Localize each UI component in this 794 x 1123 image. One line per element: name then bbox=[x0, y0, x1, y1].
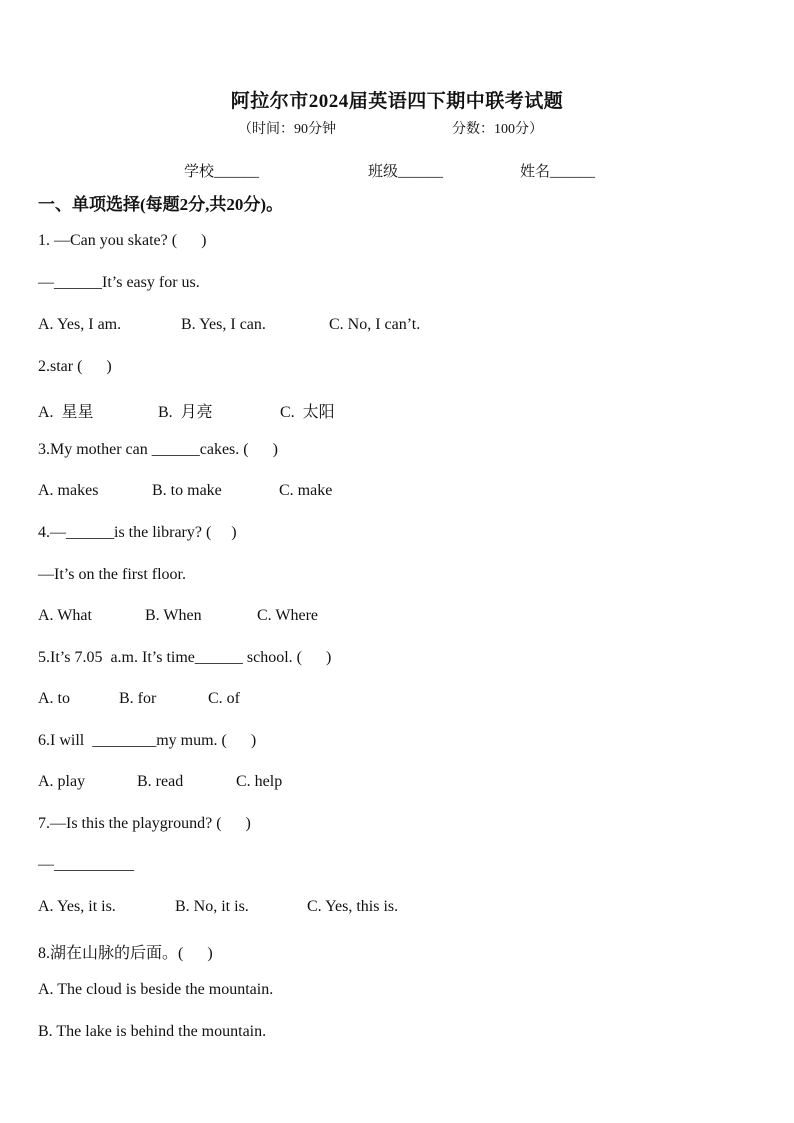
option-c: C. 太阳 bbox=[280, 404, 335, 421]
option-b: B. No, it is. bbox=[175, 898, 249, 915]
option-a: A. Yes, it is. bbox=[38, 898, 116, 915]
school-field: 学校______ bbox=[184, 164, 260, 180]
question-1-response: —______It’s easy for us. bbox=[38, 274, 200, 291]
question-7-response: —__________ bbox=[38, 856, 134, 873]
option-a: A. to bbox=[38, 690, 70, 707]
question-3-stem: 3.My mother can ______cakes. ( ) bbox=[38, 441, 278, 458]
option-a: A. 星星 bbox=[38, 404, 94, 421]
question-8-option-a: A. The cloud is beside the mountain. bbox=[38, 981, 274, 998]
exam-title: 阿拉尔市2024届英语四下期中联考试题 bbox=[230, 91, 564, 112]
option-b: B. When bbox=[145, 607, 202, 624]
option-c: C. make bbox=[279, 482, 333, 499]
option-a: A. Yes, I am. bbox=[38, 316, 122, 333]
section-heading: 一、单项选择(每题2分,共20分)。 bbox=[38, 195, 284, 214]
question-2-stem: 2.star ( ) bbox=[38, 358, 112, 375]
option-c: C. No, I can’t. bbox=[329, 316, 421, 333]
option-c: C. help bbox=[236, 773, 283, 790]
question-4-stem: 4.—______is the library? ( ) bbox=[38, 524, 237, 541]
question-4-response: —It’s on the first floor. bbox=[38, 566, 186, 583]
question-8-option-b: B. The lake is behind the mountain. bbox=[38, 1023, 267, 1040]
option-b: B. for bbox=[119, 690, 157, 707]
option-b: B. Yes, I can. bbox=[181, 316, 266, 333]
exam-time: （时间：90分钟 bbox=[238, 122, 336, 137]
question-1-stem: 1. —Can you skate? ( ) bbox=[38, 232, 207, 249]
option-a: A. play bbox=[38, 773, 86, 790]
option-b: B. read bbox=[137, 773, 184, 790]
option-a: A. makes bbox=[38, 482, 99, 499]
option-c: C. of bbox=[208, 690, 240, 707]
exam-score: 分数：100分） bbox=[452, 122, 543, 137]
question-6-stem: 6.I will ________my mum. ( ) bbox=[38, 732, 257, 749]
option-c: C. Where bbox=[257, 607, 319, 624]
class-field: 班级______ bbox=[368, 164, 444, 180]
option-b: B. 月亮 bbox=[158, 404, 213, 421]
name-field: 姓名______ bbox=[520, 164, 596, 180]
option-a: A. What bbox=[38, 607, 92, 624]
question-8-stem: 8.湖在山脉的后面。( ) bbox=[38, 945, 213, 962]
question-5-stem: 5.It’s 7.05 a.m. It’s time______ school. ( ) bbox=[38, 649, 332, 666]
option-b: B. to make bbox=[152, 482, 222, 499]
question-7-stem: 7.—Is this the playground? ( ) bbox=[38, 815, 251, 832]
option-c: C. Yes, this is. bbox=[307, 898, 399, 915]
